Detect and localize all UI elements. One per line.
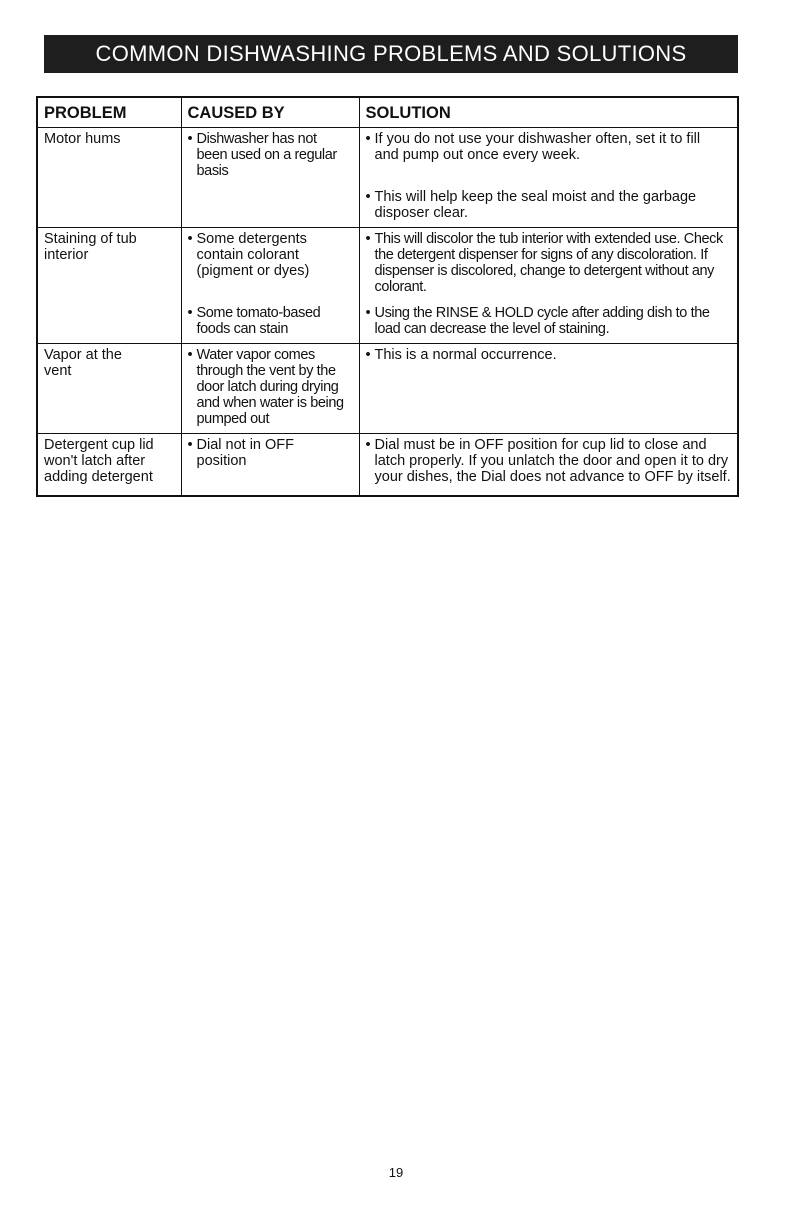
bullet-icon: • bbox=[365, 131, 371, 147]
table-row-continuation bbox=[37, 295, 738, 344]
problems-solutions-table bbox=[36, 96, 739, 497]
bullet-icon: • bbox=[365, 437, 371, 453]
bullet-icon: • bbox=[187, 131, 193, 147]
bullet-icon: • bbox=[365, 231, 371, 247]
solution-cell bbox=[359, 179, 738, 228]
problem-text: Motor hums bbox=[44, 131, 121, 147]
problem-cell bbox=[37, 434, 181, 497]
bullet-icon: • bbox=[365, 189, 371, 205]
header-caused-by: CAUSED BY bbox=[181, 97, 359, 128]
solution-text: This will help keep the seal moist and the garbage disposer clear. bbox=[374, 189, 697, 221]
cause-text: Dishwasher has not been used on a regular basis bbox=[196, 131, 337, 179]
cause-text: Some tomato-based foods can stain bbox=[196, 305, 321, 337]
page-title: COMMON DISHWASHING PROBLEMS AND SOLUTIONS bbox=[44, 35, 738, 73]
table-row bbox=[37, 228, 738, 296]
cause-text: Dial not in OFF position bbox=[196, 437, 294, 469]
bullet-icon: • bbox=[187, 437, 193, 453]
solution-text: This is a normal occurrence. bbox=[374, 347, 557, 363]
problem-cell bbox=[37, 228, 181, 296]
solution-text: Using the RINSE & HOLD cycle after adding dish to the load can decrease the level of staining. bbox=[374, 305, 710, 337]
bullet-icon: • bbox=[365, 305, 371, 321]
solution-cell bbox=[359, 295, 738, 344]
problem-text: Staining of tub interior bbox=[44, 231, 137, 263]
table-row bbox=[37, 128, 738, 180]
cause-cell bbox=[181, 128, 359, 180]
bullet-icon: • bbox=[365, 347, 371, 363]
bullet-icon: • bbox=[187, 347, 193, 363]
problem-text: Vapor at the vent bbox=[44, 347, 122, 379]
cause-cell bbox=[181, 228, 359, 296]
solution-cell bbox=[359, 128, 738, 180]
page-number: 19 bbox=[388, 1165, 404, 1180]
problem-cell bbox=[37, 295, 181, 344]
solution-cell bbox=[359, 434, 738, 497]
header-problem: PROBLEM bbox=[37, 97, 181, 128]
solution-text: This will discolor the tub interior with extended use. Check the detergent dispenser for signs of any discoloration. If dispenser is discolored, change to detergent without any colorant. bbox=[374, 231, 723, 295]
cause-text: Some detergents contain colorant (pigment or dyes) bbox=[196, 231, 310, 279]
problem-text: Detergent cup lid won't latch after adding detergent bbox=[44, 437, 154, 485]
solution-cell bbox=[359, 228, 738, 296]
table-row-continuation bbox=[37, 179, 738, 228]
problem-cell bbox=[37, 128, 181, 180]
solution-text: Dial must be in OFF position for cup lid to close and latch properly. If you unlatch the door and open it to dry your dishes, the Dial does not advance to OFF by itself. bbox=[374, 437, 731, 485]
cause-cell bbox=[181, 344, 359, 434]
cause-text: Water vapor comes through the vent by the door latch during drying and when water is being pumped out bbox=[196, 347, 344, 427]
solution-text: If you do not use your dishwasher often, set it to fill and pump out once every week. bbox=[374, 131, 701, 163]
cause-cell bbox=[181, 295, 359, 344]
header-solution: SOLUTION bbox=[359, 97, 738, 128]
table-row bbox=[37, 344, 738, 434]
problem-cell bbox=[37, 179, 181, 228]
cause-cell bbox=[181, 179, 359, 228]
table-row bbox=[37, 434, 738, 497]
problem-cell bbox=[37, 344, 181, 434]
bullet-icon: • bbox=[187, 231, 193, 247]
bullet-icon: • bbox=[187, 305, 193, 321]
table-header-row bbox=[37, 97, 738, 128]
solution-cell bbox=[359, 344, 738, 434]
cause-cell bbox=[181, 434, 359, 497]
